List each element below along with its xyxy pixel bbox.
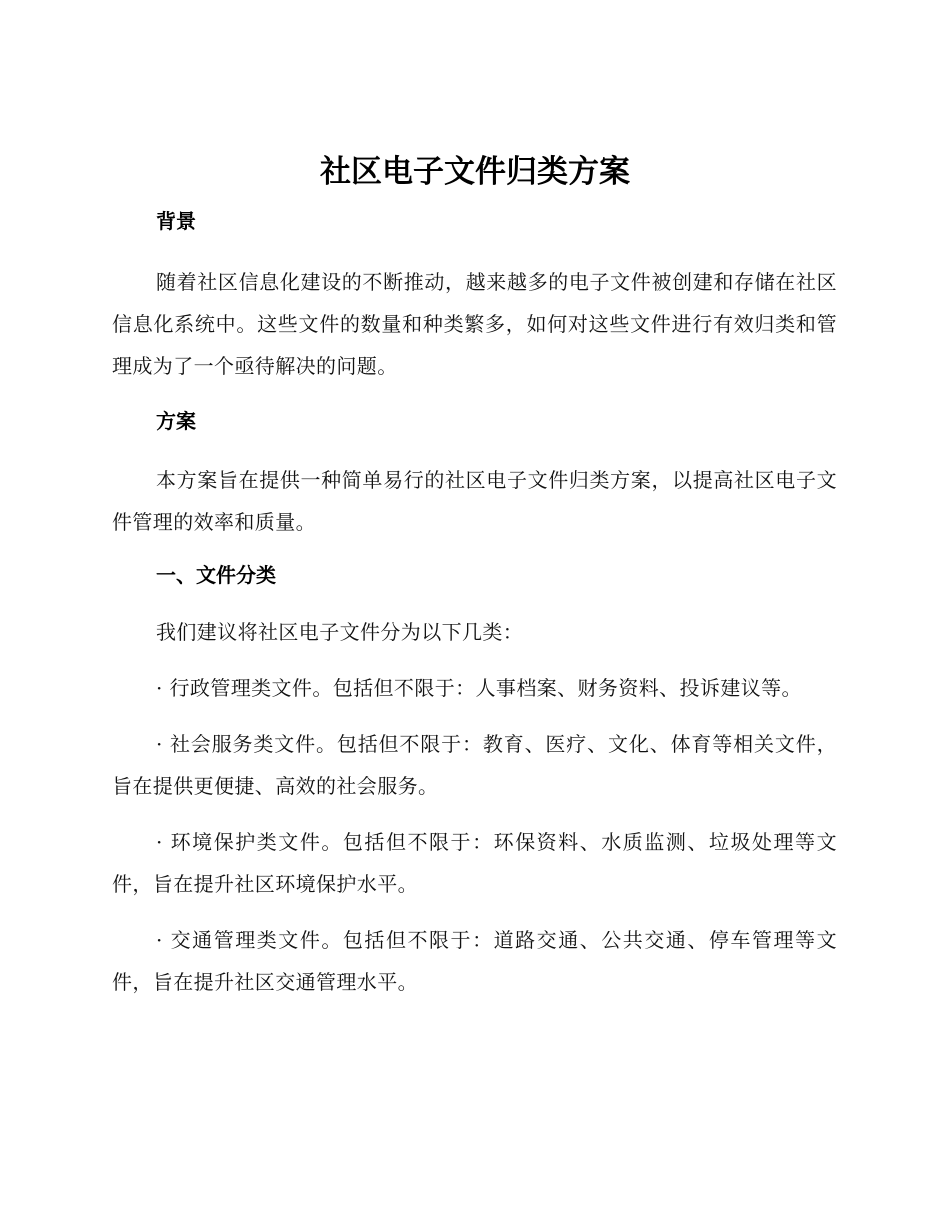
list-item-social-service: · 社会服务类文件。包括但不限于：教育、医疗、文化、体育等相关文件，旨在提供更便捷、高效的社会服务。 xyxy=(112,732,837,798)
section-heading-background: 背景 xyxy=(156,209,196,233)
document-title: 社区电子文件归类方案 xyxy=(320,154,630,190)
section-heading-classification: 一、文件分类 xyxy=(156,563,276,587)
section-heading-plan: 方案 xyxy=(156,409,196,433)
list-item-environmental: · 环境保护类文件。包括但不限于：环保资料、水质监测、垃圾处理等文件，旨在提升社区环境保护水平。 xyxy=(112,830,837,896)
list-item-administrative: · 行政管理类文件。包括但不限于：人事档案、财务资料、投诉建议等。 xyxy=(156,676,802,700)
background-paragraph: 随着社区信息化建设的不断推动，越来越多的电子文件被创建和存储在社区信息化系统中。这些文件的数量和种类繁多，如何对这些文件进行有效归类和管理成为了一个亟待解决的问题。 xyxy=(112,270,837,378)
plan-paragraph: 本方案旨在提供一种简单易行的社区电子文件归类方案，以提高社区电子文件管理的效率和质量。 xyxy=(112,468,837,534)
document-body xyxy=(112,203,837,1003)
classification-intro-paragraph: 我们建议将社区电子文件分为以下几类： xyxy=(156,620,524,644)
list-item-traffic: · 交通管理类文件。包括但不限于：道路交通、公共交通、停车管理等文件，旨在提升社区交通管理水平。 xyxy=(112,928,837,994)
